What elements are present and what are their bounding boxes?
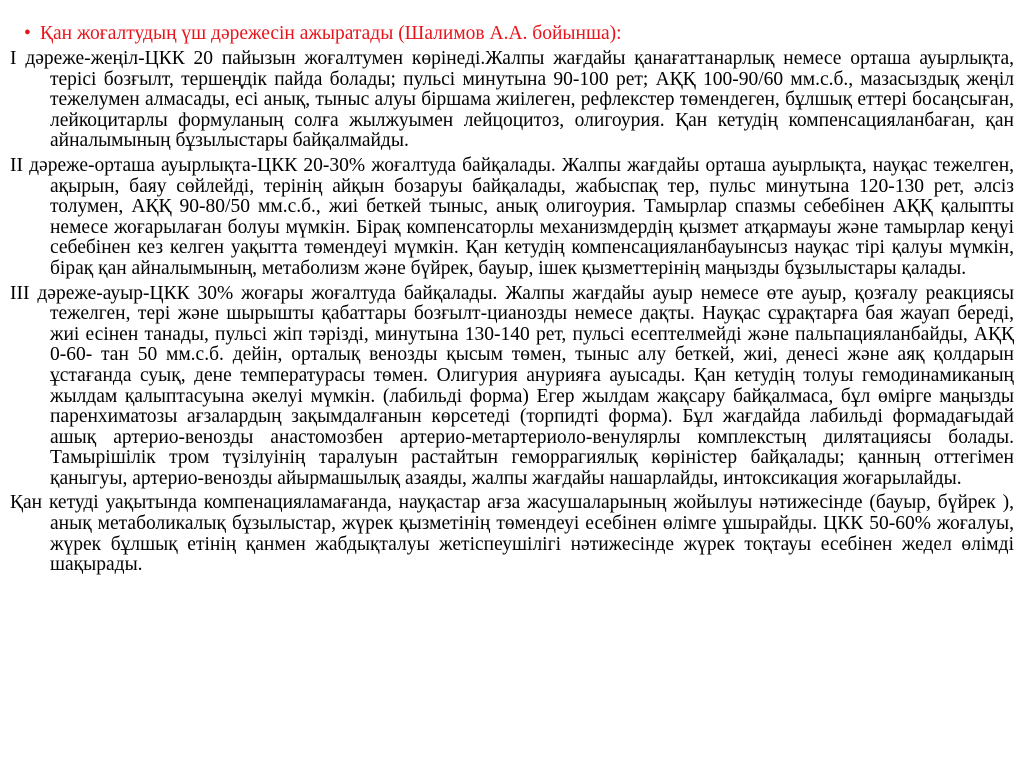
heading-bullet-item bbox=[10, 22, 1014, 45]
paragraph-conclusion: Қан кетуді уақытында компенацияламағанда, науқастар ағза жасушаларының жойылуы нәтижесінде (бауыр, бүйрек ), анық метаболикалық бұзылыстар, жүрек қызметінің төмендеуі есебінен өлімге ұшырайды. ЦКК 50-60% жоғалуы, жүрек бұлшық етінің қанмен жабдықталуы жетіспеушілігі нәтижесінде жүрек тоқтауы есебінен жедел өлімді шақырады. bbox=[10, 492, 1014, 576]
heading-text: Қан жоғалтудың үш дәрежесін ажыратады (Шалимов А.А. бойынша): bbox=[40, 23, 622, 44]
paragraph-degree-2: ІІ дәреже-орташа ауырлықта-ЦКК 20-30% жоғалтуда байқалады. Жалпы жағдайы орташа ауырлықта, науқас тежелген, ақырын, баяу сөйлейді, терінің айқын бозаруы байқалады, жабыспақ тер, пульс минутына 120-130 рет, әлсіз толумен, АҚҚ 90-80/50 мм.с.б., жиі беткей тыныс, анық олигоурия. Тамырлар спазмы себебінен АҚҚ қалыпты немесе жоғарылаған болуы мүмкін. Бірақ компенсаторлы механизмдердің қызмет атқармауы және тамырлар кеңуі себебінен кез келген уақытта төмендеуі мүмкін. Қан кетудің компенсацияланбауынсыз науқас тірі қалуы мүмкін, бірақ қан айналымының, метаболизм және бүйрек, бауыр, ішек қызметтерінің маңызды бұзылыстары қалады. bbox=[10, 154, 1014, 279]
bullet-icon: • bbox=[24, 23, 31, 44]
paragraph-degree-1: І дәреже-жеңіл-ЦКК 20 пайызын жоғалтумен көрінеді.Жалпы жағдайы қанағаттанарлық немесе орташа ауырлықта, терісі бозғылт, тершеңдік пайда болады; пульсі минутына 90-100 рет; АҚҚ 100-90/60 мм.с.б., мазасыздық жеңіл тежелумен алмасады, есі анық, тыныс алуы біршама жиілеген, рефлекстер төмендеген, бұлшық еттері босаңсыған, лейкоцитарлы формуланың солға жылжуымен лейцоцитоз, олигоурия. Қан кетудің компенсацияланбаған, қан айналымының бұзылыстары байқалмайды. bbox=[10, 48, 1014, 152]
paragraph-degree-3: ІІІ дәреже-ауыр-ЦКК 30% жоғары жоғалтуда байқалады. Жалпы жағдайы ауыр немесе өте ауыр, қозғалу реакциясы тежелген, тері және шырышты қабаттары бозғылт-цианозды немесе дақты. Науқас сұрақтарға бая жауап береді, жиі есінен танады, пульсі жіп тәрізді, минутына 130-140 рет, пульсі есептелмейді және пальпацияланбайды, АҚҚ 0-60- тан 50 мм.с.б. дейін, орталық венозды қысым төмен, тыныс алу беткей, жиі, денесі және аяқ қолдарын ұстағанда суық, дене температурасы төмен. Олигурия анурияға ауысады. Қан кетудің толуы гемодинамиканың жылдам қалыптасуына әкелуі мүмкін. (лабильді форма) Егер жылдам жақсару байқалмаса, бұл өмірге маңызды паренхиматозы ағзалардың зақымдалғанын көрсетеді (торпидті форма). Бұл жағдайда лабильді формадағыдай ашық артерио-венозды анастомозбен артерио-метартериоло-венулярлы комплекстың дилятациясы болады. Тамырішілік тром түзілуінің таралуын растайтын геморрагиялық көріністер байқалады; қанның оттегімен қаныгуы, артерио-венозды айырмашылық азаяды, жалпы жағдайы нашарлайды, интоксикация жоғарылайды. bbox=[10, 282, 1014, 489]
